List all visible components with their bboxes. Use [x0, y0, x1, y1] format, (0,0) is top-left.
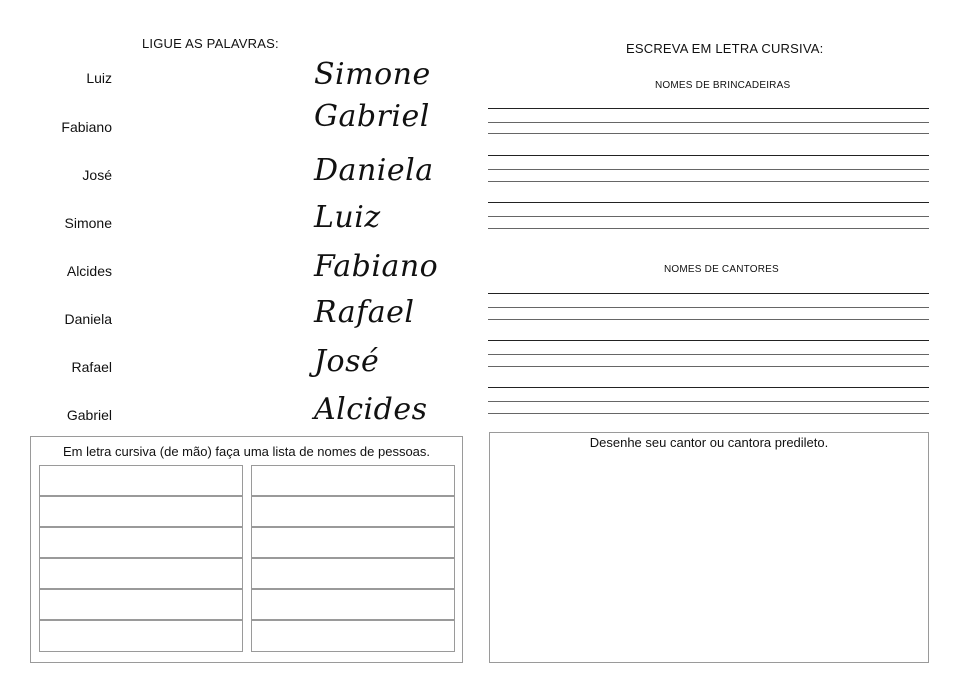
games-label: NOMES DE BRINCADEIRAS: [655, 80, 791, 91]
names-list-title: Em letra cursiva (de mão) faça uma lista de nomes de pessoas.: [62, 444, 431, 459]
print-name: Luiz: [86, 70, 112, 86]
cursive-name: Rafael: [314, 295, 415, 330]
list-cell[interactable]: [39, 465, 243, 496]
list-cell[interactable]: [39, 620, 243, 652]
cursive-name: Fabiano: [314, 249, 439, 284]
print-name: Gabriel: [66, 407, 112, 423]
singers-label: NOMES DE CANTORES: [664, 264, 779, 275]
drawing-box-title: Desenhe seu cantor ou cantora predileto.: [589, 435, 829, 450]
print-name: Fabiano: [61, 119, 112, 135]
print-name: Alcides: [66, 263, 112, 279]
list-cell[interactable]: [39, 589, 243, 620]
match-title: LIGUE AS PALAVRAS:: [142, 36, 279, 51]
cursive-name: Simone: [314, 57, 431, 92]
list-cell[interactable]: [251, 465, 455, 496]
cursive-name: Daniela: [314, 153, 434, 188]
cursive-name: Gabriel: [314, 99, 430, 134]
names-list-box: [30, 436, 463, 663]
list-cell[interactable]: [251, 620, 455, 652]
cursive-name: José: [314, 344, 380, 379]
list-cell[interactable]: [251, 527, 455, 558]
cursive-name: Alcides: [314, 392, 428, 427]
cursive-name: Luiz: [314, 200, 381, 235]
print-name: José: [82, 167, 112, 183]
drawing-box[interactable]: [489, 432, 929, 663]
cursive-title: ESCREVA EM LETRA CURSIVA:: [626, 41, 824, 56]
print-name: Daniela: [64, 311, 112, 327]
list-cell[interactable]: [39, 527, 243, 558]
list-cell[interactable]: [251, 589, 455, 620]
list-cell[interactable]: [39, 558, 243, 589]
print-name: Rafael: [71, 359, 112, 375]
list-cell[interactable]: [251, 558, 455, 589]
list-cell[interactable]: [251, 496, 455, 527]
print-name: Simone: [64, 215, 112, 231]
list-cell[interactable]: [39, 496, 243, 527]
